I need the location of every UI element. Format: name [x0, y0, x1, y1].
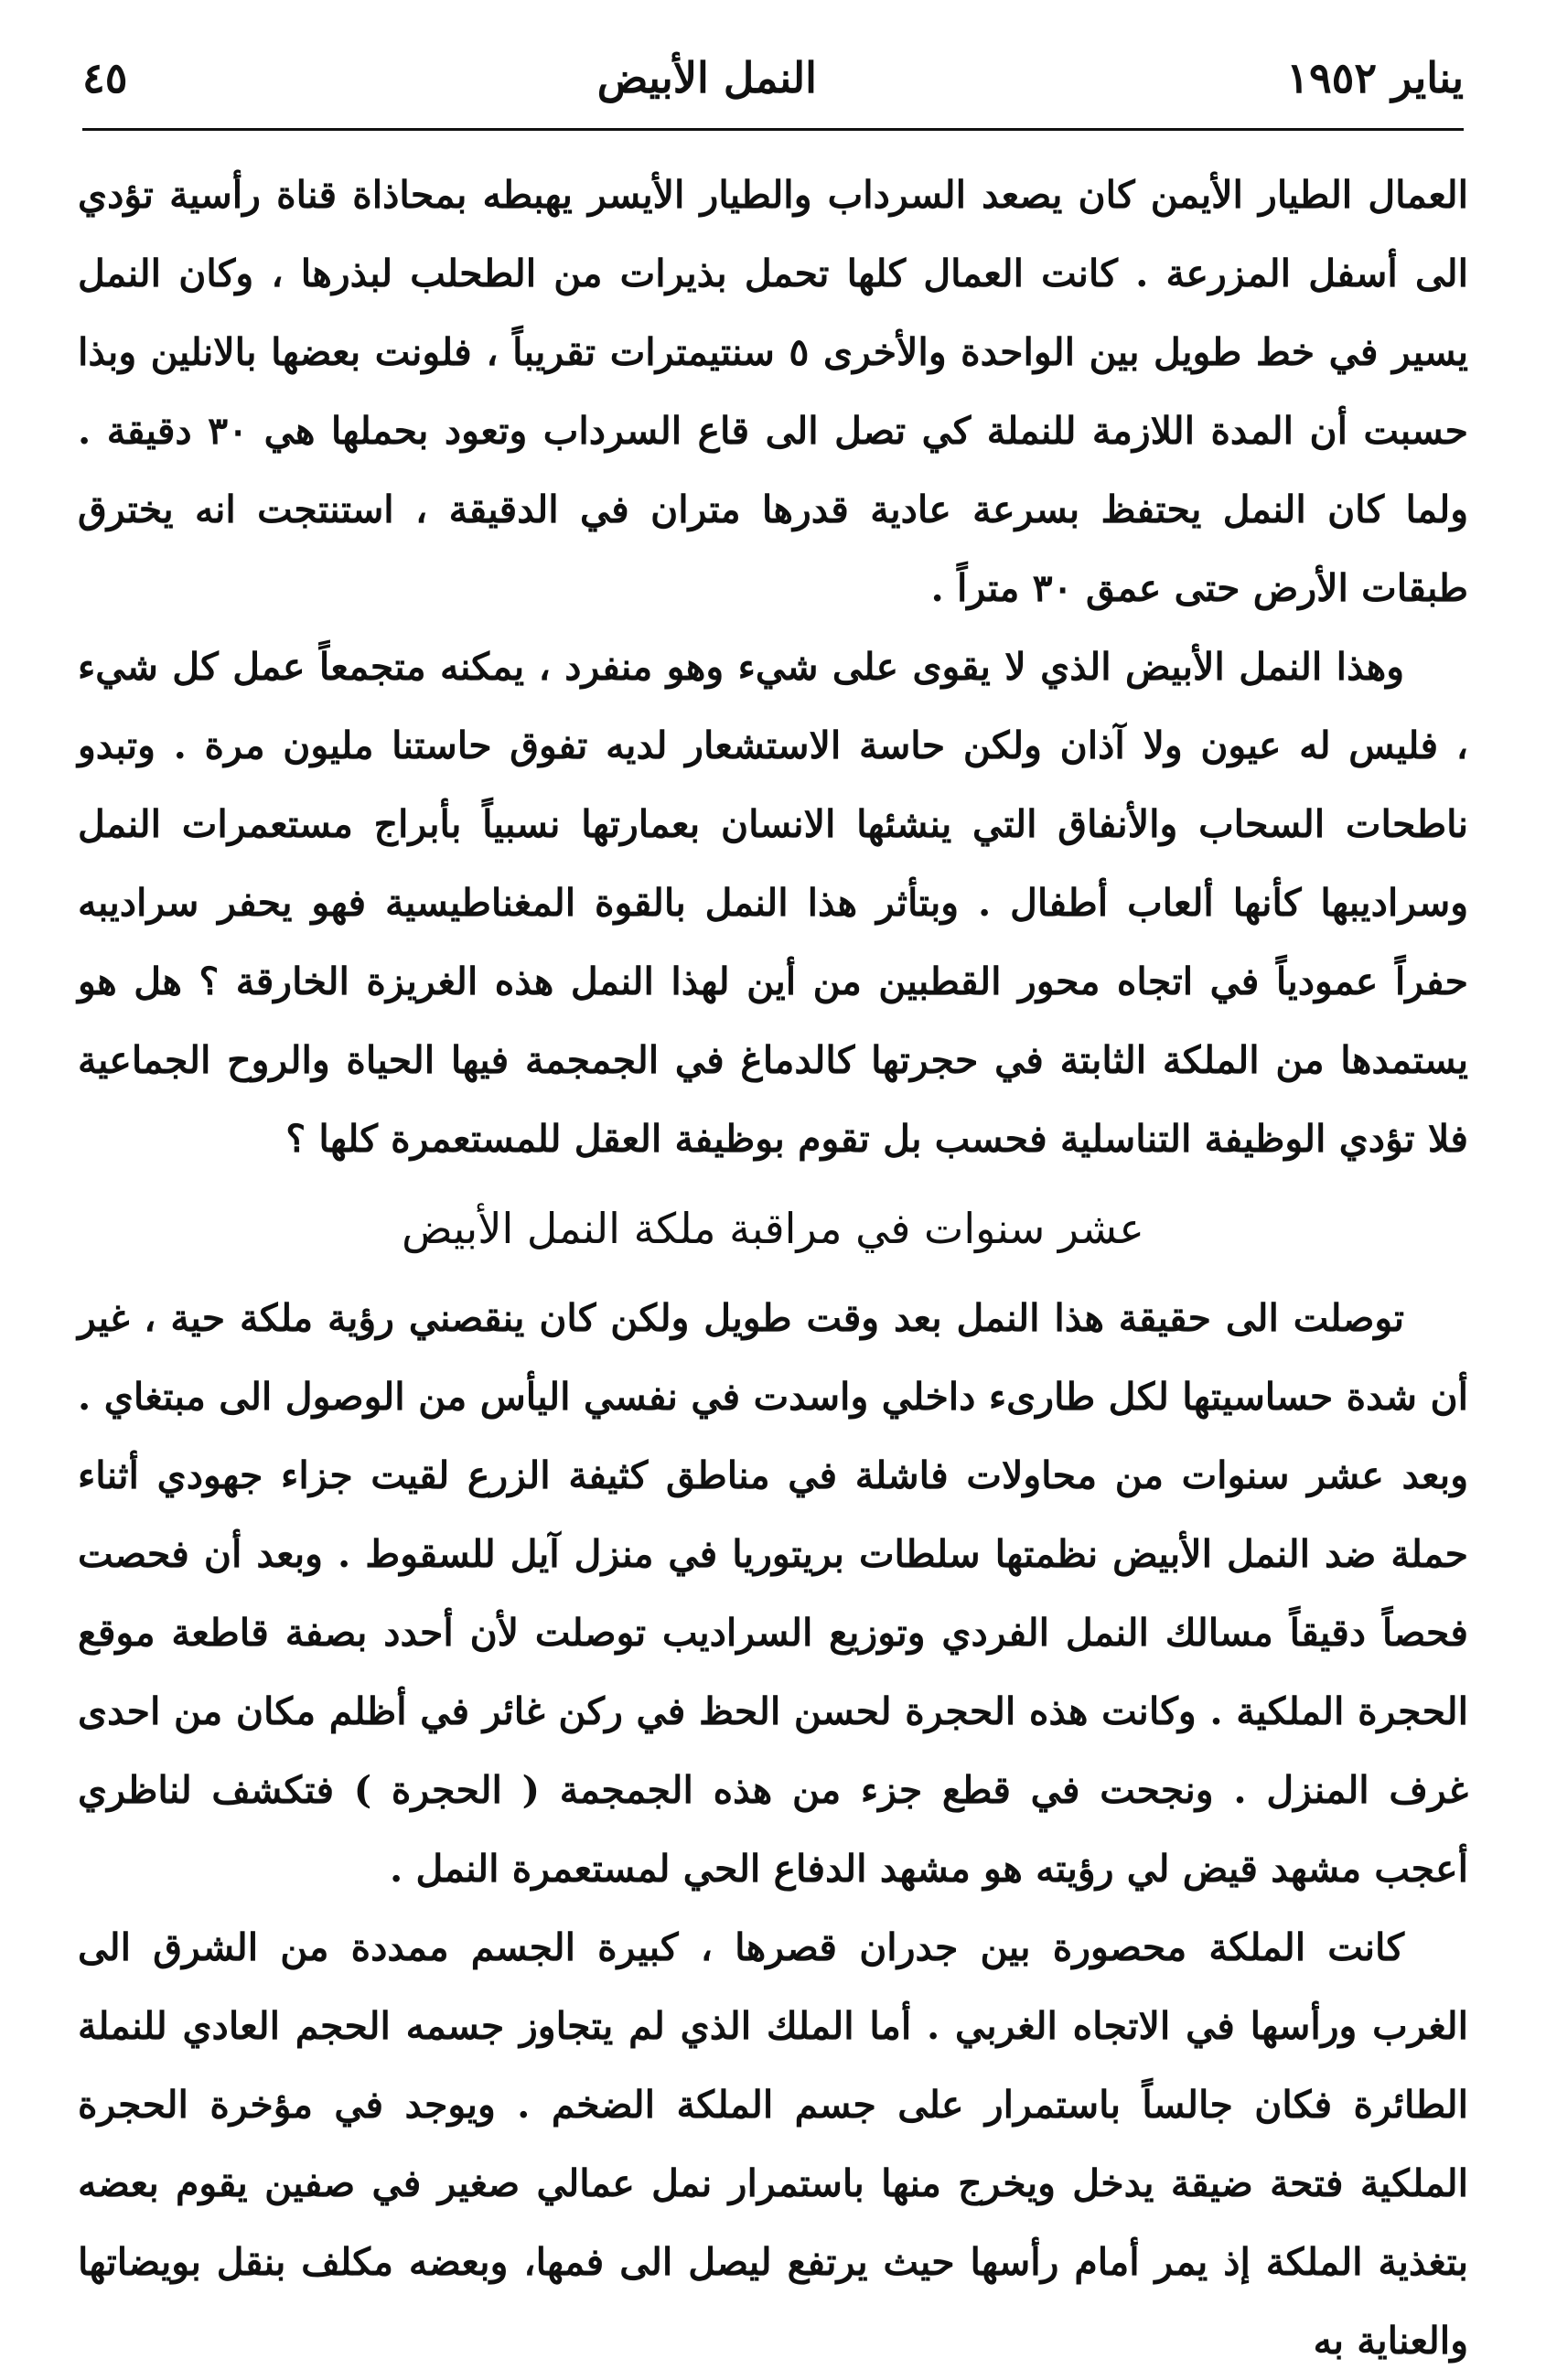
paragraph: العمال الطيار الأيمن كان يصعد السرداب والطيار الأيسر يهبطه بمحاذاة قناة رأسية تؤدي الى أسفل المزرعة . كانت العمال كلها تحمل بذيرات من الطحلب لبذرها ، وكان النمل يسير في خط طويل بين الواحدة والأخرى ٥ سنتيمترات تقريباً ، فلونت بعضها بالانلين وبذا حسبت أن المدة اللازمة للنملة كي تصل الى قاع السرداب وتعود بحملها هي ٣٠ دقيقة . ولما كان النمل يحتفظ بسرعة عادية قدرها متران في الدقيقة ، استنتجت انه يخترق طبقات الأرض حتى عمق ٣٠ متراً . [78, 173, 1469, 610]
paragraph: توصلت الى حقيقة هذا النمل بعد وقت طويل ولكن كان ينقصني رؤية ملكة حية ، غير أن شدة حساسيتها لكل طارىء داخلي واسدت في نفسي اليأس من الوصول الى مبتغاي . وبعد عشر سنوات من محاولات فاشلة في مناطق كثيفة الزرع لقيت جزاء جهودي أثناء حملة ضد النمل الأبيض نظمتها سلطات بريتوريا في منزل آيل للسقوط . وبعد أن فحصت فحصاً دقيقاً مسالك النمل الفردي وتوزيع السراديب توصلت لأن أحدد بصفة قاطعة موقع الحجرة الملكية . وكانت هذه الحجرة لحسن الحظ في ركن غائر في أظلم مكان من احدى غرف المنزل . ونجحت في قطع جزء من هذه الجمجمة ( الحجرة ) فتكشف لناظري أعجب مشهد قيض لي رؤيته هو مشهد الدفاع الحي لمستعمرة النمل . [78, 1296, 1468, 1891]
header-title: النمل الأبيض [596, 53, 817, 102]
paragraph: وهذا النمل الأبيض الذي لا يقوى على شيء وهو منفرد ، يمكنه متجمعاً عمل كل شيء ، فليس له عيون ولا آذان ولكن حاسة الاستشعار لديه تفوق حاستنا مليون مرة . وتبدو ناطحات السحاب والأنفاق التي ينشئها الانسان بعمارتها نسبياً بأبراج مستعمرات النمل وسراديبها كأنها ألعاب أطفال . وبتأثر هذا النمل بالقوة المغناطيسية فهو يحفر سراديبه حفراً عمودياً في اتجاه محور القطبين من أين لهذا النمل هذه الغريزة الخارقة ؟ هل هو يستمدها من الملكة الثابتة في حجرتها كالدماغ في الجمجمة فيها الحياة والروح الجماعية فلا تؤدي الوظيفة التناسلية فحسب بل تقوم بوظيفة العقل للمستعمرة كلها ؟ [78, 645, 1468, 1161]
paragraph: كانت الملكة محصورة بين جدران قصرها ، كبيرة الجسم ممددة من الشرق الى الغرب ورأسها في الاتجاه الغربي . أما الملك الذي لم يتجاوز جسمه الحجم العادي للنملة الطائرة فكان جالساً باستمرار على جسم الملكة الضخم . ويوجد في مؤخرة الحجرة الملكية فتحة ضيقة يدخل ويخرج منها باستمرار نمل عمالي صغير في صفين يقوم بعضه بتغذية الملكة إذ يمر أمام رأسها حيث يرتفع ليصل الى فمها، وبعضه مكلف بنقل بويضاتها والعناية به [78, 1925, 1468, 2363]
header-date: يناير ١٩٥٢ [1286, 53, 1464, 102]
page-number: ٤٥ [82, 53, 128, 102]
body-text [78, 155, 1468, 2380]
header-divider [82, 128, 1464, 131]
page-header [82, 37, 1464, 119]
section-title: عشر سنوات في مراقبة ملكة النمل الأبيض [402, 1204, 1144, 1253]
